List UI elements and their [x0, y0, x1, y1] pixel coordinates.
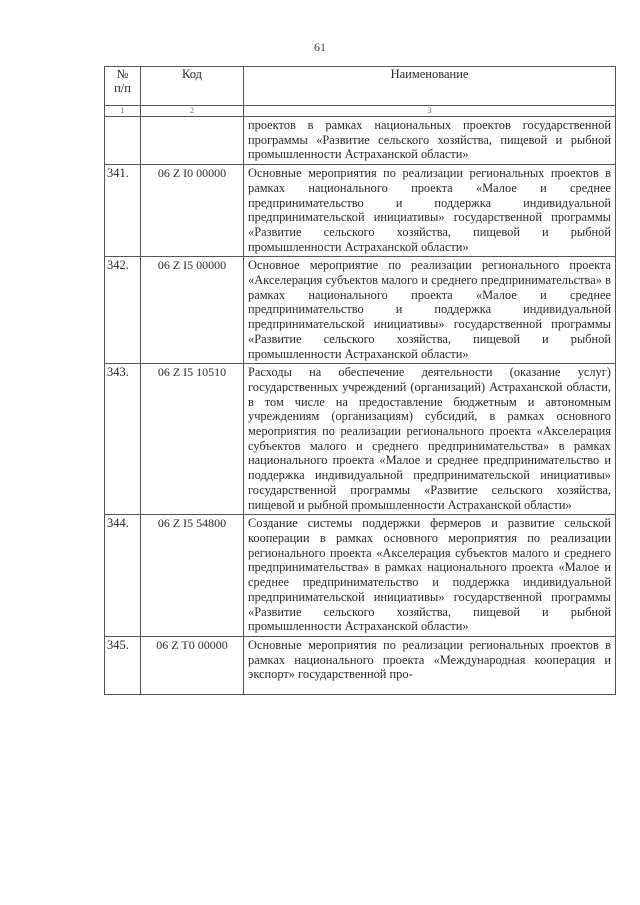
row-code: 06 Z T0 00000 — [141, 636, 244, 694]
row-number: 342. — [105, 257, 141, 364]
column-index: 2 — [141, 106, 244, 117]
row-number — [105, 117, 141, 165]
table-row — [105, 117, 616, 165]
table-row — [105, 165, 616, 257]
budget-code-table — [104, 66, 616, 695]
column-index: 3 — [244, 106, 616, 117]
table-header-row — [105, 67, 616, 106]
header-code: Код — [141, 67, 244, 106]
row-code: 06 Z I0 00000 — [141, 165, 244, 257]
row-code — [141, 117, 244, 165]
row-number: 344. — [105, 515, 141, 637]
row-name: Создание системы поддержки фермеров и развитие сельской кооперации в рамках основного мероприятия по реализации регионального проекта «Акселерация субъектов малого и среднего предпринимательства» в рамках национального проекта «Малое и среднее предпринимательство и поддержка индивидуальной предпринимательской инициативы» государственной программы «Развитие сельского хозяйства, пищевой и рыбной промышленности Астраханской области» — [244, 515, 616, 637]
row-name-text: Основные мероприятия по реализации региональных проектов в рамках национального проекта «Международная кооперация и экспорт» государственной про- — [248, 637, 611, 682]
row-name: проектов в рамках национальных проектов государственной программы «Развитие сельского хозяйства, пищевой и рыбной промышленности Астраханской области» — [244, 117, 616, 165]
table-row — [105, 257, 616, 364]
row-name — [244, 636, 616, 694]
row-number: 345. — [105, 636, 141, 694]
header-name: Наименование — [244, 67, 616, 106]
page-number: 61 — [314, 40, 326, 54]
table-row — [105, 515, 616, 637]
row-number: 341. — [105, 165, 141, 257]
row-name: Основные мероприятия по реализации региональных проектов в рамках национального проекта «Малое и среднее предпринимательство и поддержка индивидуальной предпринимательской инициативы» государственной программы «Развитие сельского хозяйства, пищевой и рыбной промышленности Астраханской области» — [244, 165, 616, 257]
row-code: 06 Z I5 00000 — [141, 257, 244, 364]
header-number: № п/п — [105, 67, 141, 106]
table-row — [105, 364, 616, 515]
row-code: 06 Z I5 10510 — [141, 364, 244, 515]
table-row — [105, 636, 616, 694]
column-index: 1 — [105, 106, 141, 117]
row-name: Основное мероприятие по реализации регионального проекта «Акселерация субъектов малого и среднего предпринимательства» в рамках национального проекта «Малое и среднее предпринимательство и поддержка индивидуальной предпринимательской инициативы» государственной программы «Развитие сельского хозяйства, пищевой и рыбной промышленности Астраханской области» — [244, 257, 616, 364]
row-name: Расходы на обеспечение деятельности (оказание услуг) государственных учреждений (организаций) Астраханской области, в том числе на предоставление бюджетным и автономным учреждениям (организациям) субсидий, в рамках основного мероприятия по реализации регионального проекта «Акселерация субъектов малого и среднего предпринимательства» в рамках национального проекта «Малое и среднее предпринимательство и поддержка индивидуальной предпринимательской инициативы» государственной программы «Развитие сельского хозяйства, пищевой и рыбной промышленности Астраханской области» — [244, 364, 616, 515]
row-code: 06 Z I5 54800 — [141, 515, 244, 637]
column-index-row — [105, 106, 616, 117]
row-number: 343. — [105, 364, 141, 515]
